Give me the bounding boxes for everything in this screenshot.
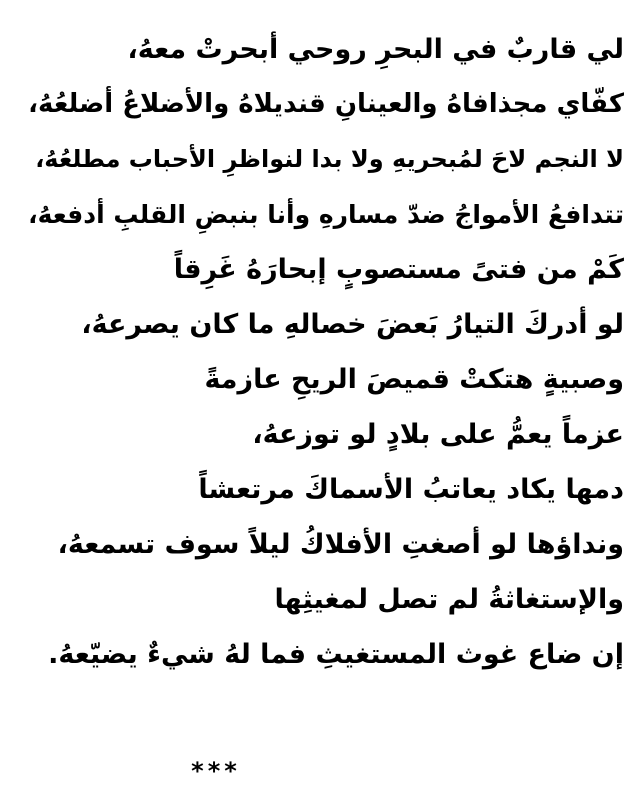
- poem-line-4: تتدافعُ الأمواجُ ضدّ مسارهِ وأنا بنبضِ القلبِ أدفعهُ،: [28, 200, 624, 229]
- poem-text: [14, 22, 624, 682]
- poem-line-1: لي قاربٌ في البحرِ روحي أبحرتْ معهُ،: [127, 34, 624, 65]
- poem-line-7: وصبيةٍ هتكتْ قميصَ الريحِ عازمةً: [204, 364, 624, 395]
- poem-line-3: لا النجم لاحَ لمُبحريهِ ولا بدا لنواظرِ الأحباب مطلعُهُ،: [35, 145, 624, 173]
- poem-line-11: والإستغاثةُ لم تصل لمغيثِها: [274, 584, 624, 615]
- poem-line-2: كفّاي مجذافاهُ والعينانِ قنديلاهُ والأضلاعُ أضلعُهُ،: [28, 89, 624, 119]
- section-separator: ***: [191, 757, 241, 785]
- poem-line-10: ونداؤها لو أصغتِ الأفلاكُ ليلاً سوف تسمعهُ،: [57, 529, 624, 560]
- poem-line-6: لو أدركَ التيارُ بَعضَ خصالهِ ما كان يصرعهُ،: [81, 309, 624, 340]
- poem-line-12: إن ضاع غوث المستغيثِ فما لهُ شيءٌ يضيّعهُ.: [48, 639, 624, 670]
- poem-line-9: دمها يكاد يعاتبُ الأسماكَ مرتعشاً: [198, 474, 624, 505]
- poem-line-8: عزماً يعمُّ على بلادٍ لو توزعهُ،: [252, 419, 624, 450]
- poem-line-5: كَمْ من فتىً مستصوبٍ إبحارَهُ غَرِقاً: [173, 254, 624, 285]
